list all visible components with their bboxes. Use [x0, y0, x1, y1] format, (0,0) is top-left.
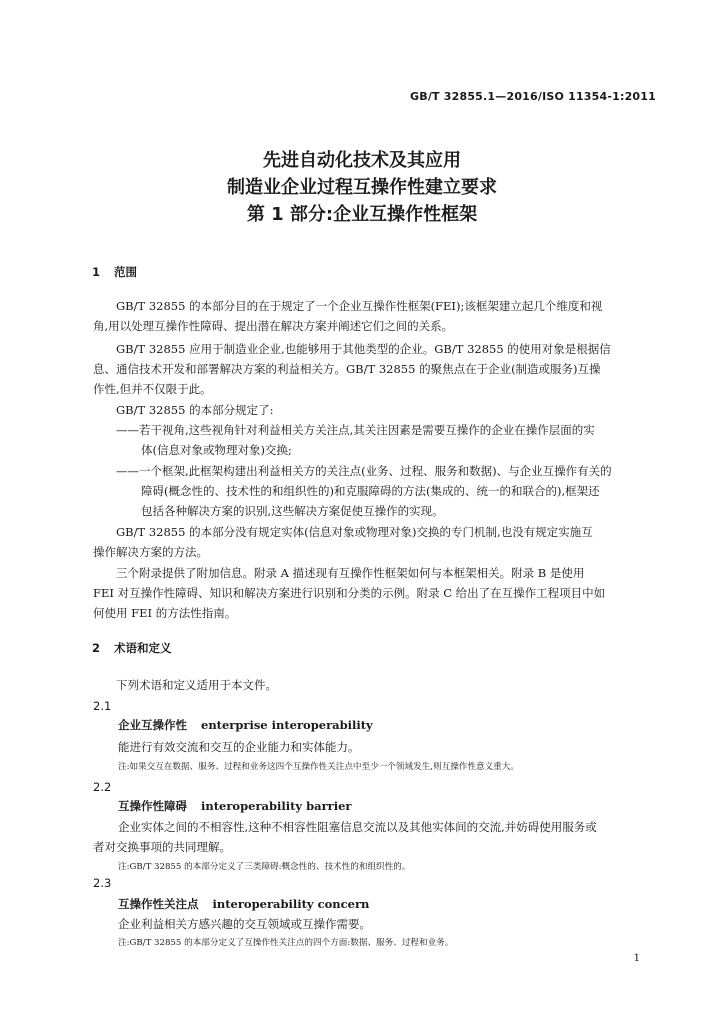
clause-number: 2.3	[93, 876, 112, 890]
term-chinese: 企业互操作性	[118, 718, 187, 732]
title-line-3: 第 1 部分:企业互操作性框架	[246, 204, 478, 225]
clause-number: 2.2	[93, 780, 112, 794]
scope-list-item-2-line-1: ——一个框架,此框架构建出利益相关方的关注点(业务、过程、服务和数据)、与企业互操作有关的	[116, 464, 612, 478]
term-definition-line-1: 企业实体之间的不相容性,这种不相容性阻塞信息交流以及其他实体间的交流,并妨碍使用服务或	[118, 820, 597, 834]
scope-paragraph-1-line-2: 角,用以处理互操作性障碍、提出潜在解决方案并阐述它们之间的关系。	[93, 319, 454, 333]
scope-paragraph-5-line-2: FEI 对互操作性障碍、知识和解决方案进行识别和分类的示例。附录 C 给出了在互操作工程项目中如	[93, 586, 606, 600]
scope-paragraph-4-line-2: 操作解决方案的方法。	[93, 545, 208, 559]
term-english: interoperability concern	[212, 897, 370, 911]
page-number: 1	[633, 953, 640, 964]
title-line-1: 先进自动化技术及其应用	[263, 150, 461, 171]
section-number: 2	[92, 641, 101, 655]
scope-list-item-2-line-2: 障碍(概念性的、技术性的和组织性的)和克服障碍的方法(集成的、统一的和联合的),框架还	[141, 484, 600, 498]
scope-paragraph-2-line-1: GB/T 32855 应用于制造业企业,也能够用于其他类型的企业。GB/T 32855 的使用对象是根据信	[116, 342, 611, 356]
scope-paragraph-2-line-3: 作性,但并不仅限于此。	[93, 382, 212, 396]
section-1-heading	[92, 264, 137, 280]
term-chinese: 互操作性障碍	[118, 799, 187, 813]
scope-paragraph-5-line-3: 何使用 FEI 的方法性指南。	[93, 606, 237, 620]
standard-code-header: GB/T 32855.1—2016/ISO 11354-1:2011	[410, 90, 656, 103]
term-note: 注:GB/T 32855 的本部分定义了互操作性关注点的四个方面:数据、服务、过程和业务。	[118, 938, 454, 948]
scope-paragraph-4-line-1: GB/T 32855 的本部分没有规定实体(信息对象或物理对象)交换的专门机制,也没有规定实施互	[116, 525, 593, 539]
section-2-heading	[92, 640, 172, 656]
terms-intro: 下列术语和定义适用于本文件。	[116, 678, 277, 692]
scope-paragraph-5-line-1: 三个附录提供了附加信息。附录 A 描述现有互操作性框架如何与本框架相关。附录 B 是使用	[116, 566, 585, 580]
term-heading	[118, 896, 369, 912]
term-definition-line-2: 者对交换事项的共同理解。	[93, 840, 231, 854]
scope-paragraph-3: GB/T 32855 的本部分规定了:	[116, 403, 274, 417]
term-english: interoperability barrier	[201, 799, 352, 813]
scope-paragraph-1-line-1: GB/T 32855 的本部分目的在于规定了一个企业互操作性框架(FEI);该框架建立起几个维度和视	[116, 299, 603, 313]
clause-number: 2.1	[93, 699, 112, 713]
section-title: 术语和定义	[114, 641, 172, 655]
term-chinese: 互操作性关注点	[118, 897, 199, 911]
scope-list-item-1-line-2: 体(信息对象或物理对象)交换;	[141, 443, 292, 457]
section-number: 1	[92, 265, 101, 279]
term-english: enterprise interoperability	[201, 718, 373, 732]
term-note: 注:如果交互在数据、服务、过程和业务这四个互操作性关注点中至少一个领域发生,则互操作性意义重大。	[118, 762, 519, 772]
scope-list-item-1-line-1: ——若干视角,这些视角针对利益相关方关注点,其关注因素是需要互操作的企业在操作层面的实	[116, 423, 595, 437]
term-definition: 能进行有效交流和交互的企业能力和实体能力。	[118, 740, 360, 754]
scope-list-item-2-line-3: 包括各种解决方案的识别,这些解决方案促使互操作的实现。	[141, 504, 444, 518]
term-definition: 企业利益相关方感兴趣的交互领域或互操作需要。	[118, 917, 371, 931]
section-title: 范围	[114, 265, 137, 279]
term-heading	[118, 798, 351, 814]
term-heading	[118, 717, 373, 733]
title-line-2: 制造业企业过程互操作性建立要求	[227, 177, 497, 198]
term-note: 注:GB/T 32855 的本部分定义了三类障碍:概念性的、技术性的和组织性的。	[118, 862, 411, 872]
scope-paragraph-2-line-2: 息、通信技术开发和部署解决方案的利益相关方。GB/T 32855 的聚焦点在于企业(制造或服务)互操	[93, 362, 601, 376]
